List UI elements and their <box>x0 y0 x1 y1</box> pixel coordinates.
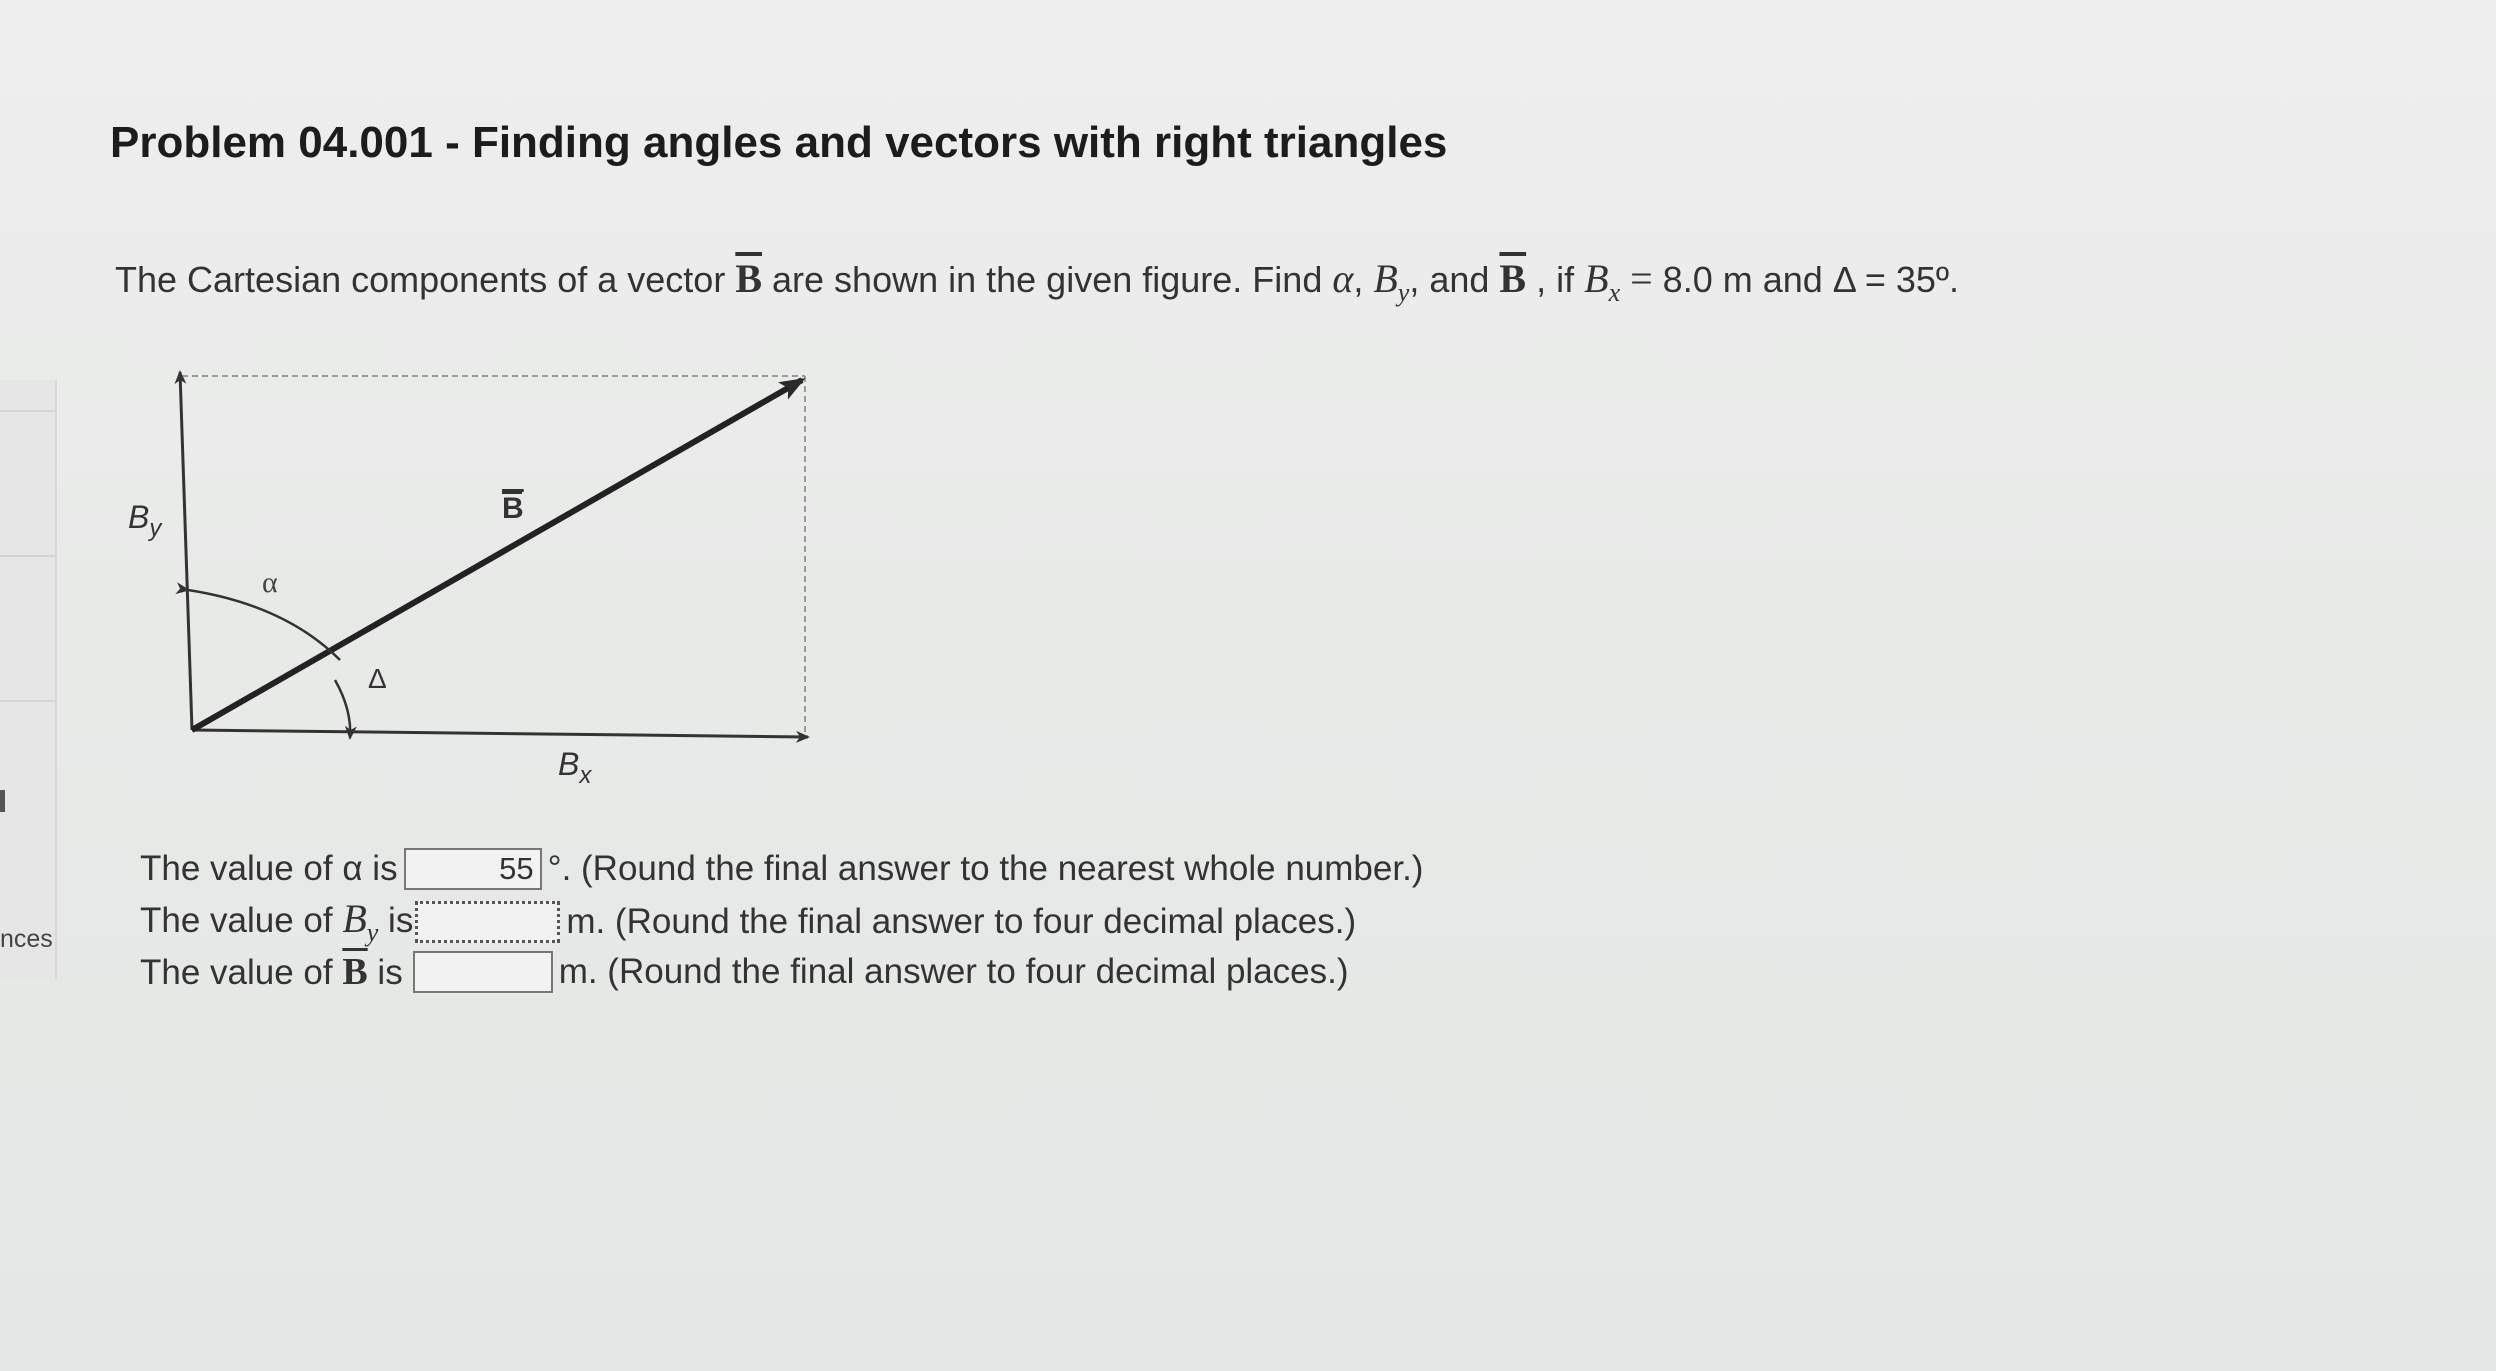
figure-label-delta: Δ <box>368 663 387 694</box>
question-b-label: The value of $\overline{B}$ is <box>140 951 403 993</box>
question-b-instruction: m. (Round the final answer to four decimal places.) <box>558 952 1349 991</box>
question-b <box>140 950 1349 994</box>
figure-label-alpha: α <box>262 566 278 599</box>
problem-title: Problem 04.001 - Finding angles and vectors with right triangles <box>110 118 1448 167</box>
vector-b-arrow <box>192 380 802 730</box>
question-alpha <box>140 848 1423 890</box>
left-panel <box>0 380 57 980</box>
question-alpha-label: The value of α is <box>140 849 398 888</box>
by-answer-input[interactable] <box>415 901 560 943</box>
b-answer-input[interactable] <box>413 951 553 993</box>
left-panel-divider <box>0 410 55 412</box>
statement-comma: , <box>1353 259 1374 300</box>
alpha-answer-input[interactable]: 55 <box>404 848 542 890</box>
alpha-symbol: α <box>1332 256 1354 301</box>
left-panel-divider <box>0 700 55 702</box>
bx-axis-arrow <box>192 730 808 737</box>
statement-text-2: are shown in the given figure. Find <box>762 259 1333 300</box>
delta-angle-arc <box>335 680 350 738</box>
vector-b-symbol: $\overline{B}$ <box>735 256 763 301</box>
question-by <box>140 895 1356 948</box>
figure-label-b: B <box>502 492 524 525</box>
statement-text-1: The Cartesian components of a vector <box>115 259 736 300</box>
vector-b-symbol-2: $\overline{B}$ <box>1499 256 1527 301</box>
by-symbol: $B_y$ <box>1373 256 1410 307</box>
question-by-label: The value of $B_y$ is <box>140 896 414 947</box>
equals-sign: = <box>1620 256 1663 301</box>
vector-triangle-figure <box>100 350 840 810</box>
alpha-angle-arc <box>188 590 340 660</box>
left-panel-divider <box>0 555 55 557</box>
statement-text-3: , and <box>1409 259 1500 300</box>
statement-text-5: 8.0 m and Δ = 35º. <box>1662 259 1960 300</box>
by-axis-arrow <box>180 372 192 730</box>
question-by-instruction: m. (Round the final answer to four decimal places.) <box>566 901 1357 941</box>
figure-label-bx: $B_x$ <box>558 746 592 789</box>
bx-symbol: $B_x$ <box>1584 256 1621 307</box>
left-panel-label[interactable]: nces <box>0 925 53 953</box>
left-panel-marker <box>0 790 5 812</box>
problem-statement <box>115 255 1959 308</box>
statement-text-4: , if <box>1526 259 1585 300</box>
figure-label-by: $B_y$ <box>128 499 162 542</box>
question-alpha-instruction: °. (Round the final answer to the nearest whole number.) <box>547 849 1424 888</box>
